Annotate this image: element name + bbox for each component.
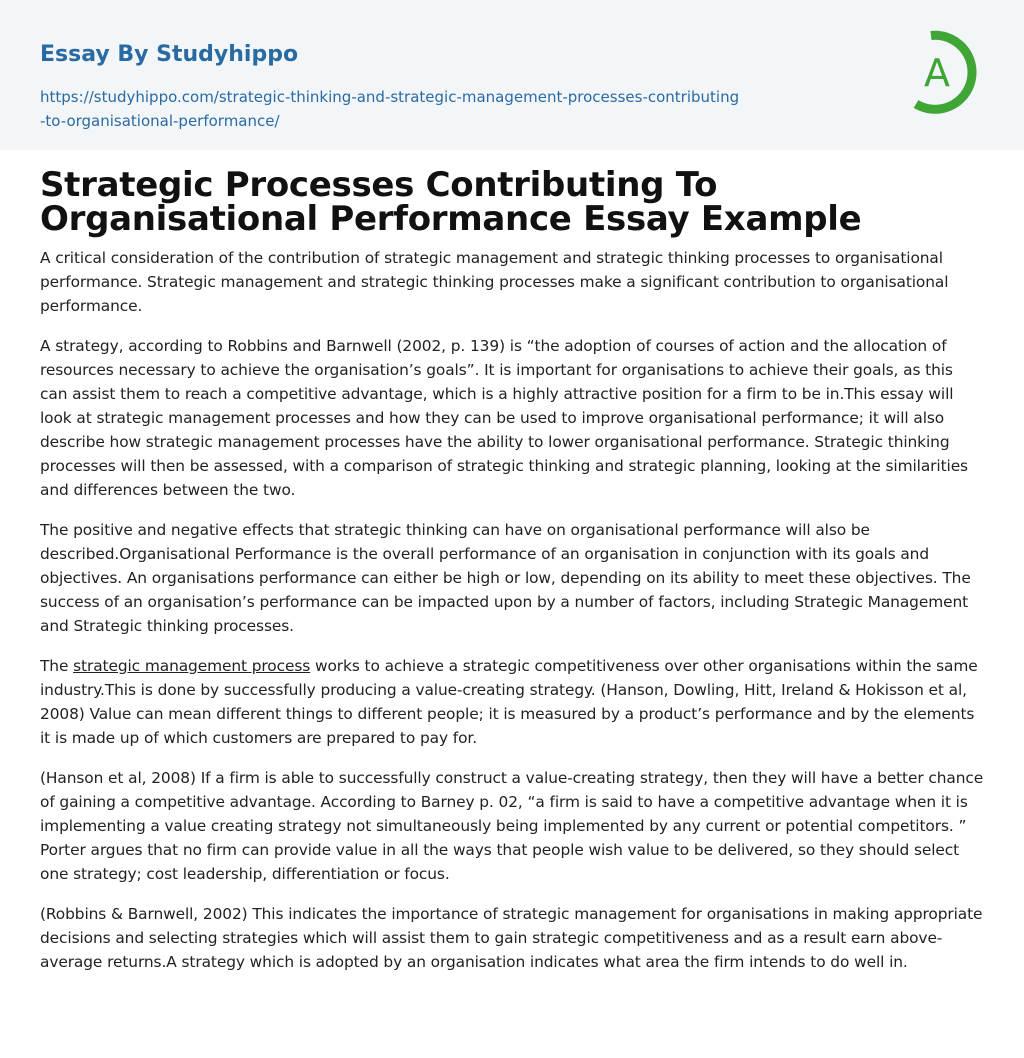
paragraph-1: A critical consideration of the contribution of strategic management and strategic thinking processes to organisational performance. Strategic management and strategic thinking processes make a significant contribution to organisational performance. [40,249,949,315]
paragraph-3: The positive and negative effects that strategic thinking can have on organisational performance will also be described.Organisational Performance is the overall performance of an organisation in conjunction with its goals and objectives. An organisations performance can either be high or low, depending on its ability to meet these objectives. The success of an organisation’s performance can be impacted upon by a number of factors, including Strategic Management and Strategic thinking processes. [40,521,971,635]
brand-title[interactable]: Essay By Studyhippo [40,42,299,67]
paragraph-5: (Hanson et al, 2008) If a firm is able to successfully construct a value-creating strategy, then they will have a better chance of gaining a competitive advantage. According to Barney p. 02, “a firm is said to have a competitive advantage when it is implementing a value creating strategy not simultaneously being implemented by any current or potential competitors. ” Porter argues that no firm can provide value in all the ways that people wish value to be delivered, so they should select one strategy; cost leadership, differentiation or focus. [40,769,984,883]
paragraph-6: (Robbins & Barnwell, 2002) This indicates the importance of strategic management for organisations in making appropriate decisions and selecting strategies which will assist them to gain strategic competitiveness and as a result earn above-average returns.A strategy which is adopted by an organisation indicates what area the firm intends to do well in. [40,905,983,971]
article-body [0,150,1024,974]
paragraph-4-end: works to achieve a strategic competitiveness over other organisations within the same industry.This is done by successfully producing a value-creating strategy. (Hanson, Dowling, Hitt, Ireland & Hokisson et al, 2008) Value can mean different things to different people; it is measured by a product’s performance and by the elements it is made up of which customers are prepared to pay for. [40,657,978,747]
paragraph-4 [40,654,984,750]
page-title: Strategic Processes Contributing To Organisational Performance Essay Example [40,165,862,239]
studyhippo-logo-icon[interactable] [898,29,984,115]
strategic-management-process-link[interactable]: strategic management process [73,657,311,675]
source-url-link[interactable]: https://studyhippo.com/strategic-thinking-and-strategic-management-processes-contributing-to-organisational-performance/ [40,88,740,130]
site-header [0,0,1024,150]
logo-letter: A [924,51,950,95]
paragraph-4-start: The [40,657,74,675]
paragraph-2: A strategy, according to Robbins and Barnwell (2002, p. 139) is “the adoption of courses of action and the allocation of resources necessary to achieve the organisation’s goals”. It is important for organisations to achieve their goals, as this can assist them to reach a competitive advantage, which is a highly attractive position for a firm to be in.This essay will look at strategic management processes and how they can be used to improve organisational performance; it will also describe how strategic management processes have the ability to lower organisational performance. Strategic thinking processes will then be assessed, with a comparison of strategic thinking and strategic planning, looking at the similarities and differences between the two. [40,337,968,499]
source-url[interactable] [40,85,740,133]
